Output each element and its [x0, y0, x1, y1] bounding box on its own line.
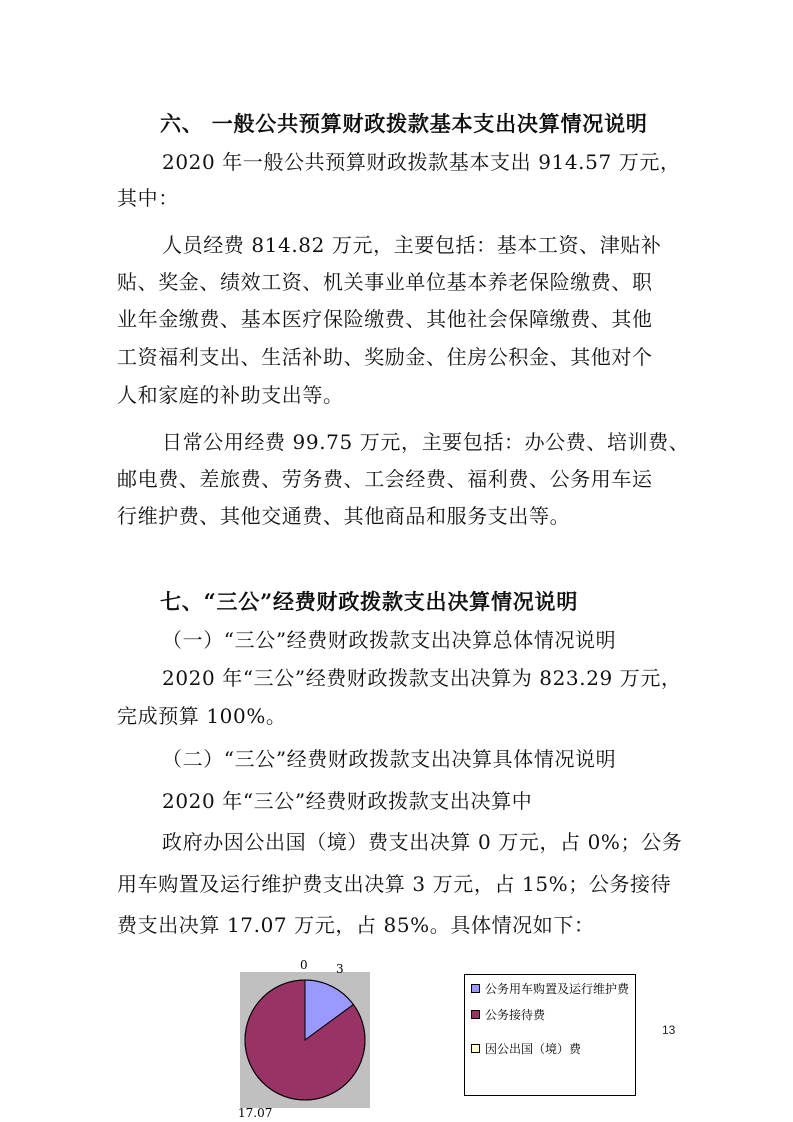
legend-item [471, 1007, 631, 1023]
section6-line: 其中： [117, 186, 179, 210]
section7-line: 2020 年“三公”经费财政拨款支出决算中 [162, 789, 533, 813]
section7-heading: 七、“三公”经费财政拨款支出决算情况说明 [160, 589, 579, 614]
section6-heading: 六、 一般公共预算财政拨款基本支出决算情况说明 [160, 111, 648, 136]
chart-legend [464, 974, 636, 1096]
section6-line: 2020 年一般公共预算财政拨款基本支出 914.57 万元， [162, 150, 681, 174]
pie-data-label-overseas: 0 [300, 958, 308, 972]
pie-data-label-vehicle: 3 [336, 962, 344, 976]
section6-line: 邮电费、差旅费、劳务费、工会经费、福利费、公务用车运 [117, 467, 653, 491]
legend-label: 公务接待费 [485, 1008, 546, 1022]
pie-data-label-reception: 17.07 [238, 1106, 273, 1120]
section7-line: （一）“三公”经费财政拨款支出决算总体情况说明 [162, 628, 617, 652]
section6-line: 业年金缴费、基本医疗保险缴费、其他社会保障缴费、其他 [117, 307, 653, 331]
legend-swatch [471, 984, 480, 993]
pie-chart-svg [236, 960, 386, 1120]
section7-line: 政府办因公出国（境）费支出决算 0 万元，占 0%；公务 [162, 830, 683, 854]
legend-label: 因公出国（境）费 [485, 1042, 582, 1056]
section7-line: 完成预算 100%。 [117, 704, 287, 728]
legend-item [471, 1041, 631, 1057]
section6-line: 工资福利支出、生活补助、奖励金、住房公积金、其他对个 [117, 345, 653, 369]
section7-line: 2020 年“三公”经费财政拨款支出决算为 823.29 万元， [162, 666, 682, 690]
section6-line: 日常公用经费 99.75 万元，主要包括：办公费、培训费、 [162, 430, 690, 454]
pie-chart [236, 960, 676, 1120]
section7-line: （二）“三公”经费财政拨款支出决算具体情况说明 [162, 747, 617, 771]
section6-line: 人员经费 814.82 万元，主要包括：基本工资、津贴补 [162, 233, 662, 257]
section6-line: 人和家庭的补助支出等。 [117, 383, 344, 407]
section6-line: 贴、奖金、绩效工资、机关事业单位基本养老保险缴费、职 [117, 270, 653, 294]
legend-swatch [471, 1044, 480, 1053]
page-number: 13 [662, 1023, 676, 1037]
legend-swatch [471, 1010, 480, 1019]
section7-line: 费支出决算 17.07 万元，占 85%。具体情况如下： [117, 913, 595, 937]
section6-line: 行维护费、其他交通费、其他商品和服务支出等。 [117, 504, 571, 528]
legend-item [471, 981, 631, 997]
legend-label: 公务用车购置及运行维护费 [485, 982, 630, 996]
section7-line: 用车购置及运行维护费支出决算 3 万元，占 15%；公务接待 [117, 872, 672, 896]
